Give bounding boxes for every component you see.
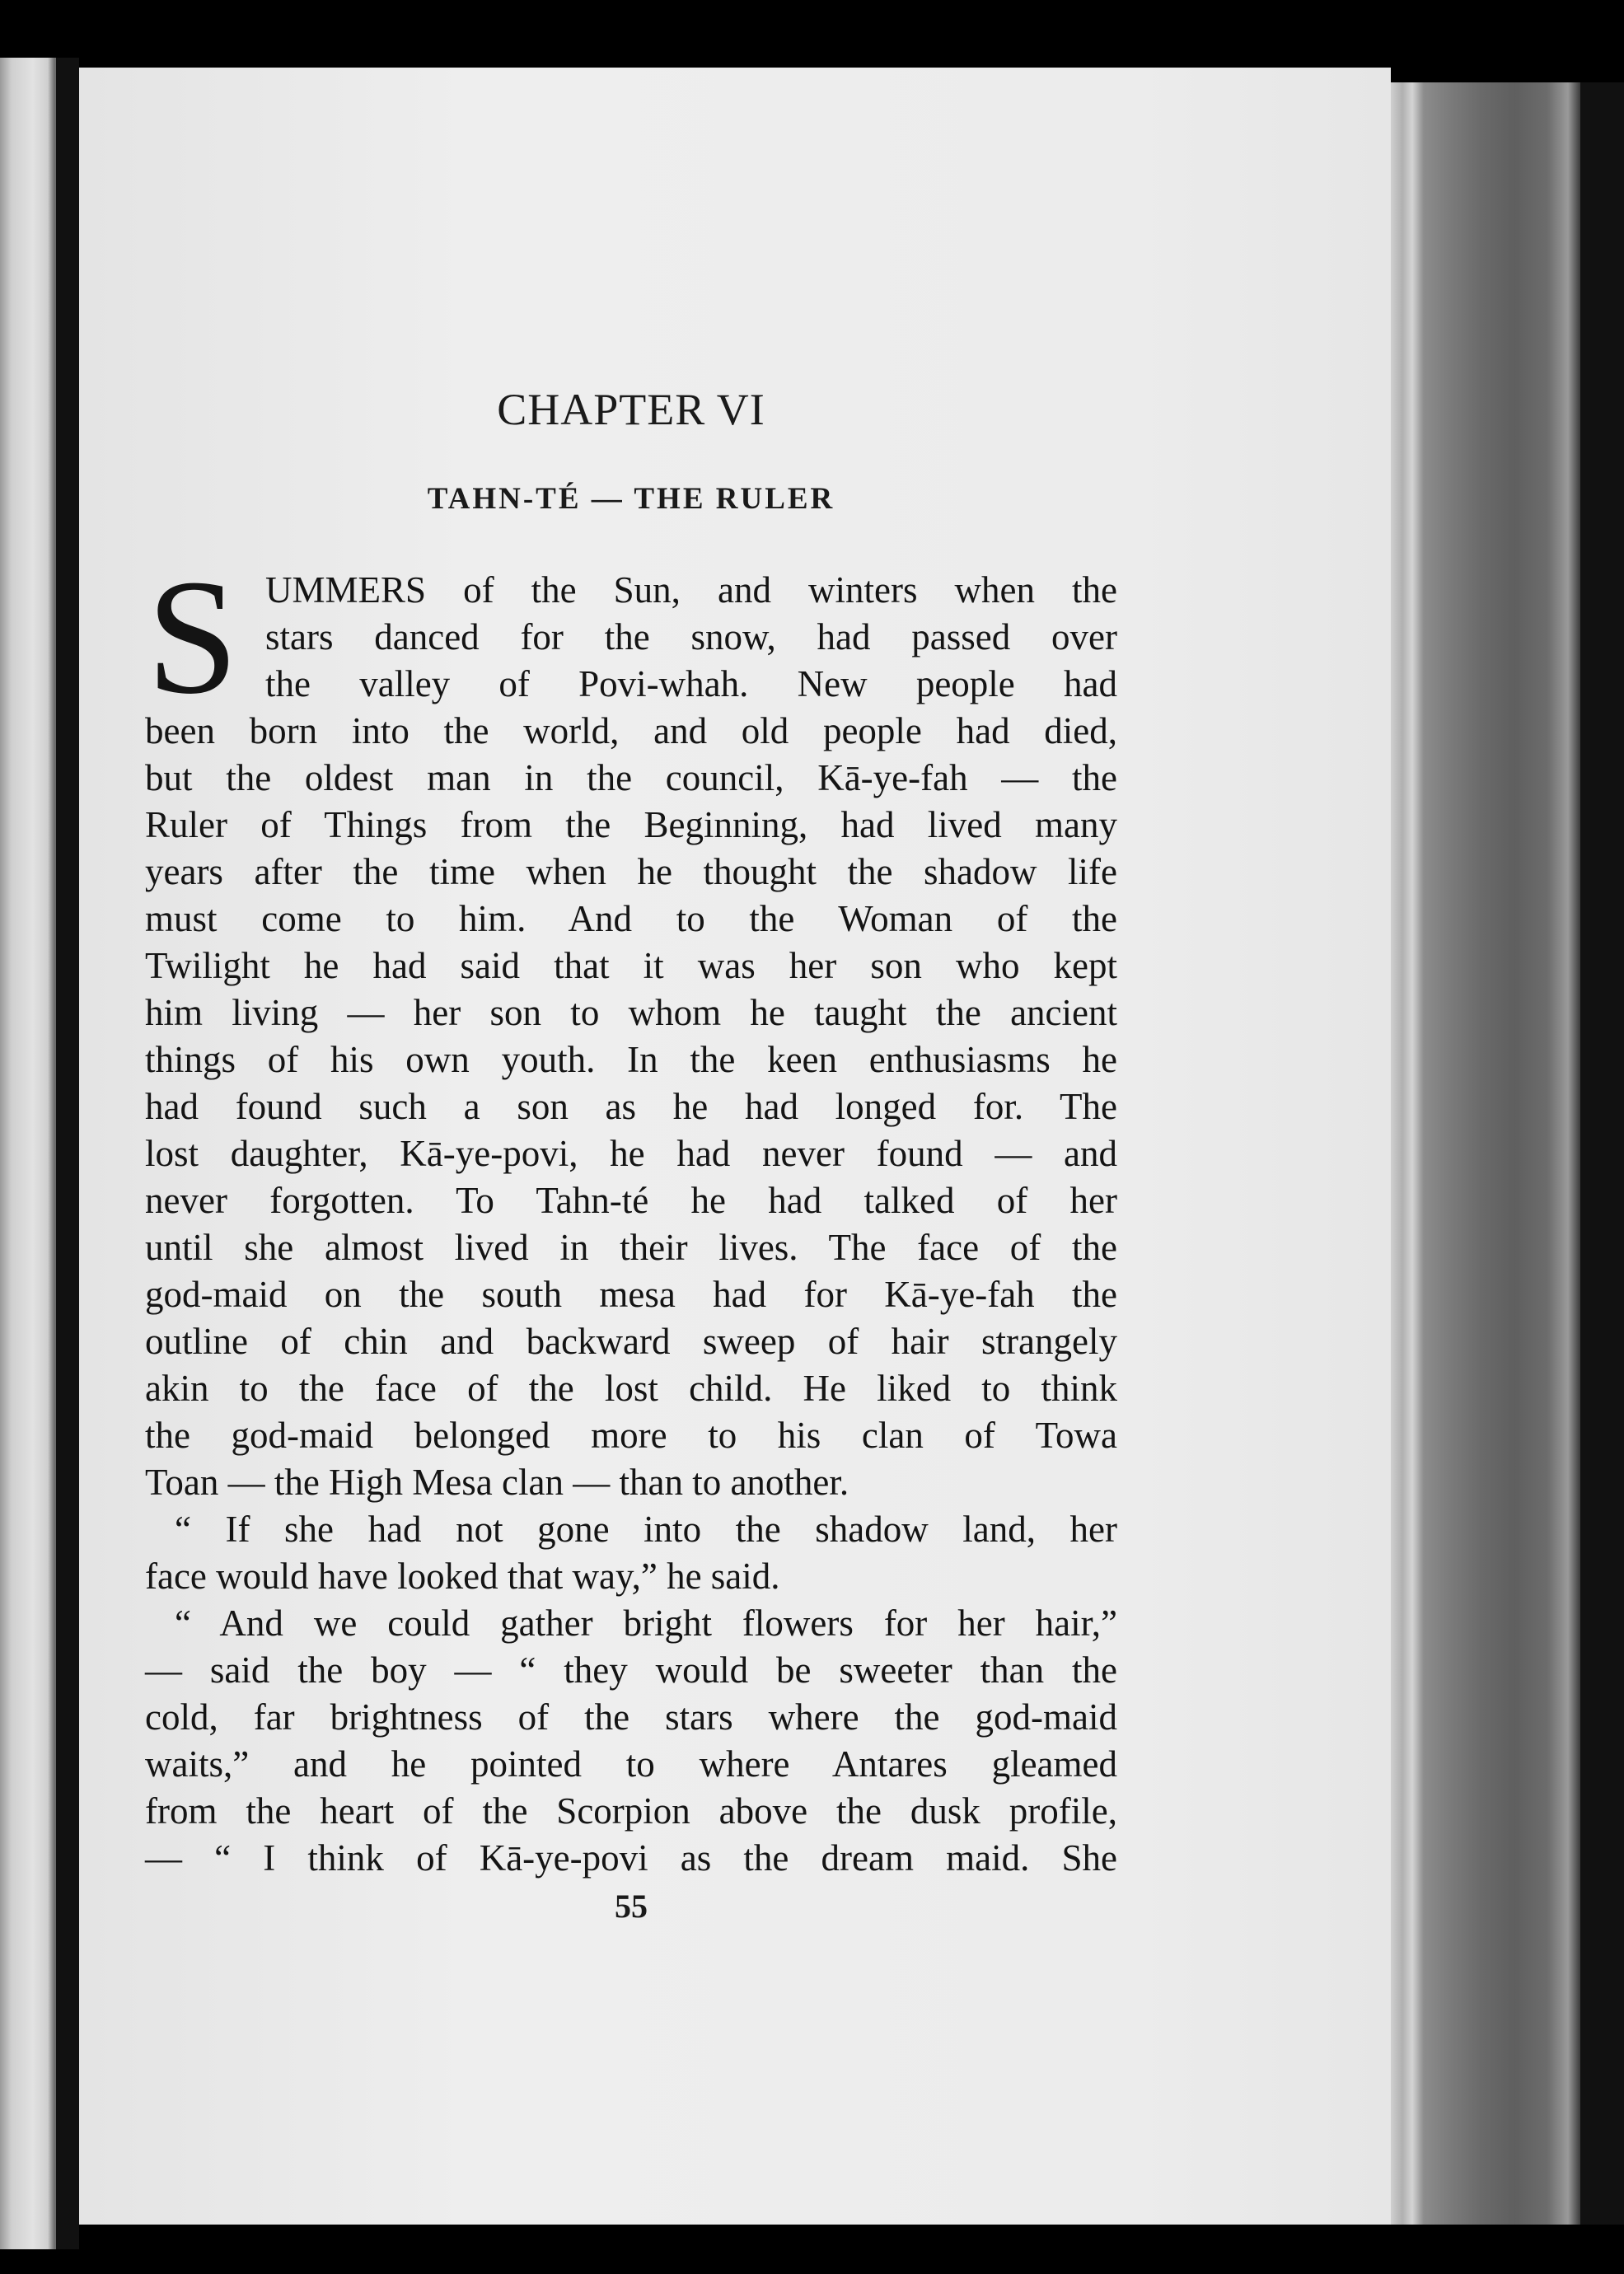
text-line: been born into the world, and old people had died, <box>145 710 1117 751</box>
text-line: Ruler of Things from the Beginning, had lived many <box>145 804 1117 845</box>
text-line: had found such a son as he had longed for. The <box>145 1086 1117 1127</box>
text-line: but the oldest man in the council, Kā-ye-fah — the <box>145 757 1117 798</box>
text-line: Twilight he had said that it was her son who kept <box>145 945 1117 986</box>
left-border <box>56 58 79 2249</box>
drop-cap: S <box>147 546 239 728</box>
text-line: god-maid on the south mesa had for Kā-ye-fah the <box>145 1274 1117 1315</box>
text-line: the god-maid belonged more to his clan of Towa <box>145 1415 1117 1456</box>
body-text <box>145 546 1117 1882</box>
text-line: things of his own youth. In the keen enthusiasms he <box>145 1039 1117 1080</box>
text-line: years after the time when he thought the shadow life <box>145 851 1117 892</box>
text-line: — said the boy — “ they would be sweeter than the <box>145 1649 1117 1691</box>
book-gutter <box>1391 82 1580 2225</box>
text-line: stars danced for the snow, had passed over <box>265 616 1117 657</box>
chapter-title: CHAPTER VI <box>497 385 765 434</box>
text-line: never forgotten. To Tahn-té he had talked of her <box>145 1180 1117 1221</box>
text-line: face would have looked that way,” he said. <box>145 1556 780 1597</box>
text-line: lost daughter, Kā-ye-povi, he had never found — and <box>145 1133 1117 1174</box>
text-line: “ If she had not gone into the shadow land, her <box>175 1509 1117 1550</box>
right-border <box>1580 82 1624 2225</box>
page-number: 55 <box>615 1888 648 1925</box>
text-line: cold, far brightness of the stars where the god-maid <box>145 1696 1117 1738</box>
text-line: “ And we could gather bright flowers for her hair,” <box>175 1603 1117 1644</box>
text-line: him living — her son to whom he taught the ancient <box>145 992 1117 1033</box>
text-line: — “ I think of Kā-ye-povi as the dream maid. She <box>145 1837 1117 1879</box>
text-line: UMMERS of the Sun, and winters when the <box>265 569 1117 611</box>
text-line: must come to him. And to the Woman of the <box>145 898 1117 939</box>
text-line: the valley of Povi-whah. New people had <box>265 663 1117 704</box>
text-line: outline of chin and backward sweep of hair strangely <box>145 1321 1117 1362</box>
previous-page-edge <box>0 58 56 2249</box>
text-line: waits,” and he pointed to where Antares gleamed <box>145 1743 1117 1785</box>
chapter-subtitle: TAHN-TÉ — THE RULER <box>427 482 835 516</box>
text-line: from the heart of the Scorpion above the dusk profile, <box>145 1790 1117 1832</box>
text-line: Toan — the High Mesa clan — than to another. <box>145 1462 849 1503</box>
text-line: akin to the face of the lost child. He liked to think <box>145 1368 1117 1409</box>
text-line: until she almost lived in their lives. The face of the <box>145 1227 1117 1268</box>
